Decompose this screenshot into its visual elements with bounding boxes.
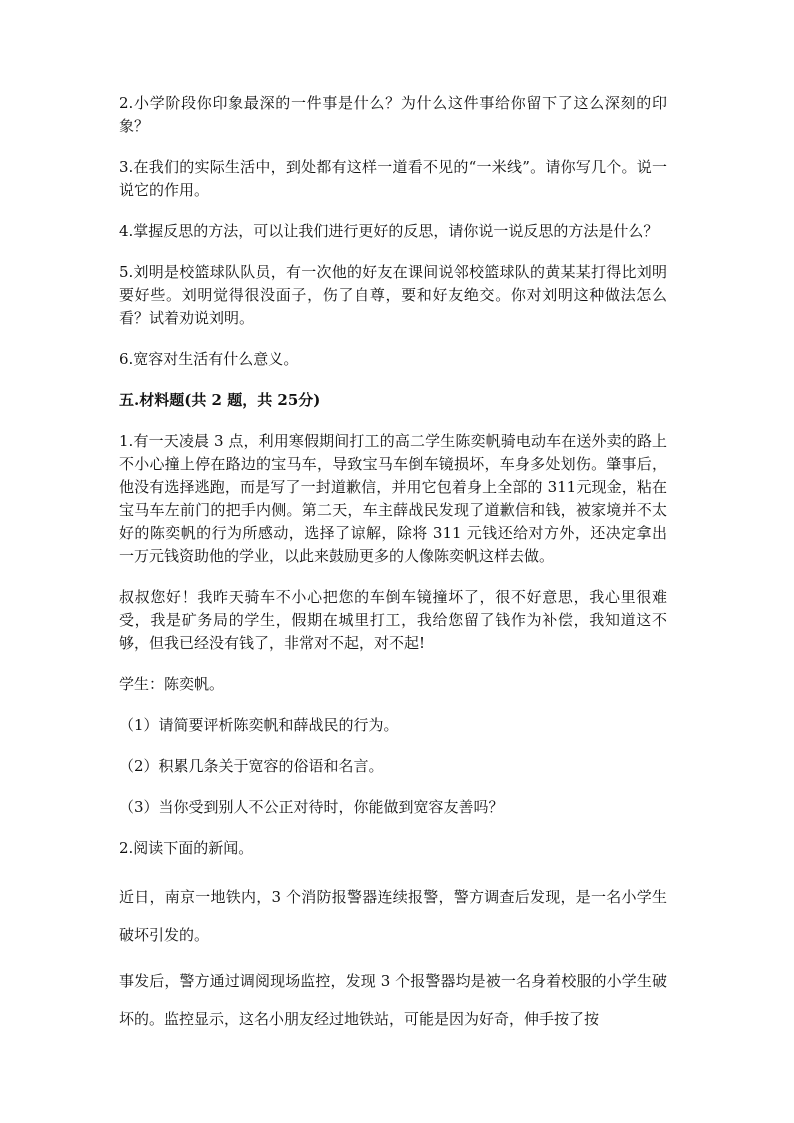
section-heading: 五.材料题(共 2 题，共 25分) xyxy=(119,391,321,409)
material-1-intro: 1.有一天凌晨 3 点，利用寒假期间打工的高二学生陈奕帆骑电动车在送外卖的路上不小心撞上停在路边的宝马车，导致宝马车倒车镜损坏，车身多处划伤。肇事后，他没有选择逃跑，而是写了一封道歉信，并用它包着身上全部的 311元现金，粘在宝马车左前门的把手内侧。第二天，车主薛战民发现了道歉信和钱，被家境并不太好的陈奕帆的行为所感动，选择了谅解，除将 311 元钱还给对方外，还决定拿出一万元钱资助他的学业，以此来鼓励更多的人像陈奕帆这样去做。 xyxy=(119,432,667,565)
material-1-subquestion-2: （2）积累几条关于宽容的俗语和名言。 xyxy=(119,757,384,775)
question-2: 2.小学阶段你印象最深的一件事是什么？为什么这件事给你留下了这么深刻的印象？ xyxy=(119,94,667,135)
material-1-letter: 叔叔您好！我昨天骑车不小心把您的车倒车镜撞坏了，很不好意思，我心里很难受，我是矿务局的学生，假期在城里打工，我给您留了钱作为补偿，我知道这不够，但我已经没有钱了，非常对不起，对不起! xyxy=(119,588,667,652)
material-2-paragraph-1: 近日，南京一地铁内，3 个消防报警器连续报警，警方调查后发现，是一名小学生破坏引发的。 xyxy=(119,888,667,944)
question-5: 5.刘明是校篮球队队员，有一次他的好友在课间说邻校篮球队的黄某某打得比刘明要好些。刘明觉得很没面子，伤了自尊，要和好友绝交。你对刘明这种做法怎么看？试着劝说刘明。 xyxy=(119,263,667,327)
document-content xyxy=(119,92,667,1046)
material-1-subquestion-1: （1）请简要评析陈奕帆和薛战民的行为。 xyxy=(119,716,399,734)
material-1-signature: 学生：陈奕帆。 xyxy=(119,675,225,693)
question-3: 3.在我们的实际生活中，到处都有这样一道看不见的“一米线”。请你写几个。说一说它的作用。 xyxy=(119,158,667,199)
question-4: 4.掌握反思的方法，可以让我们进行更好的反思，请你说一说反思的方法是什么？ xyxy=(119,222,659,240)
material-2-intro: 2.阅读下面的新闻。 xyxy=(119,839,254,857)
material-1-subquestion-3: （3）当你受到别人不公正对待时，你能做到宽容友善吗？ xyxy=(119,798,504,816)
material-2-paragraph-2: 事发后，警方通过调阅现场监控，发现 3 个报警器均是被一名身着校服的小学生破坏的。监控显示，这名小朋友经过地铁站，可能是因为好奇，伸手按了按 xyxy=(119,972,667,1028)
question-6: 6.宽容对生活有什么意义。 xyxy=(119,350,299,368)
